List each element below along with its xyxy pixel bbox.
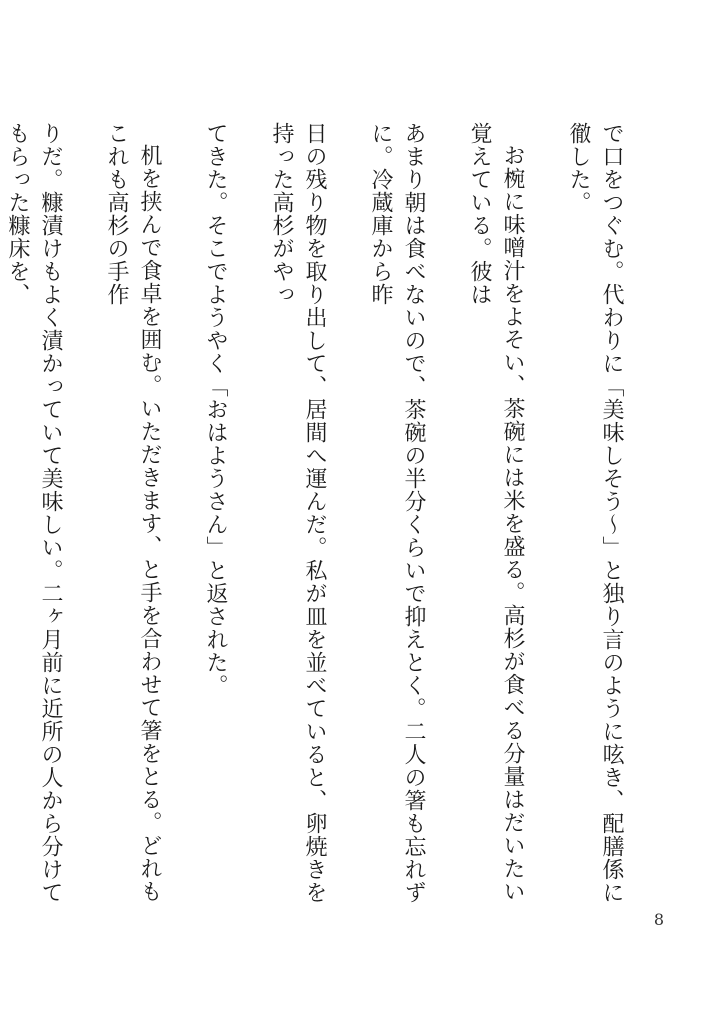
text-line: あまり朝は食べないので、茶碗の半分くらいで抑えとく。二人の箸も忘れずに。冷蔵庫から昨 [368,122,426,904]
text-line: てきた。そこでようやく「おはようさん」と返された。 [203,122,228,697]
text-line: で口をつぐむ。代わりに「美味しそう〜」と独り言のように呟き、配膳係に徹した。 [566,122,624,904]
vertical-text-body [0,122,661,922]
text-line: お椀に味噌汁をよそい、茶碗には米を盛る。高杉が食べる分量はだいたい覚えている。彼は [467,122,525,903]
text-line: 日の残り物を取り出して、居間へ運んだ。私が皿を並べていると、卵焼きを持った高杉がやっ [269,122,327,904]
text-line: 机を挟んで食卓を囲む。いただきます、と手を合わせて箸をとる。どれもこれも高杉の手作 [104,122,162,903]
text-line: りだ。糠漬けもよく漬かっていて美味しい。二ヶ月前に近所の人から分けてもらった糠床を、 [5,122,63,904]
page-number: 8 [653,910,665,929]
